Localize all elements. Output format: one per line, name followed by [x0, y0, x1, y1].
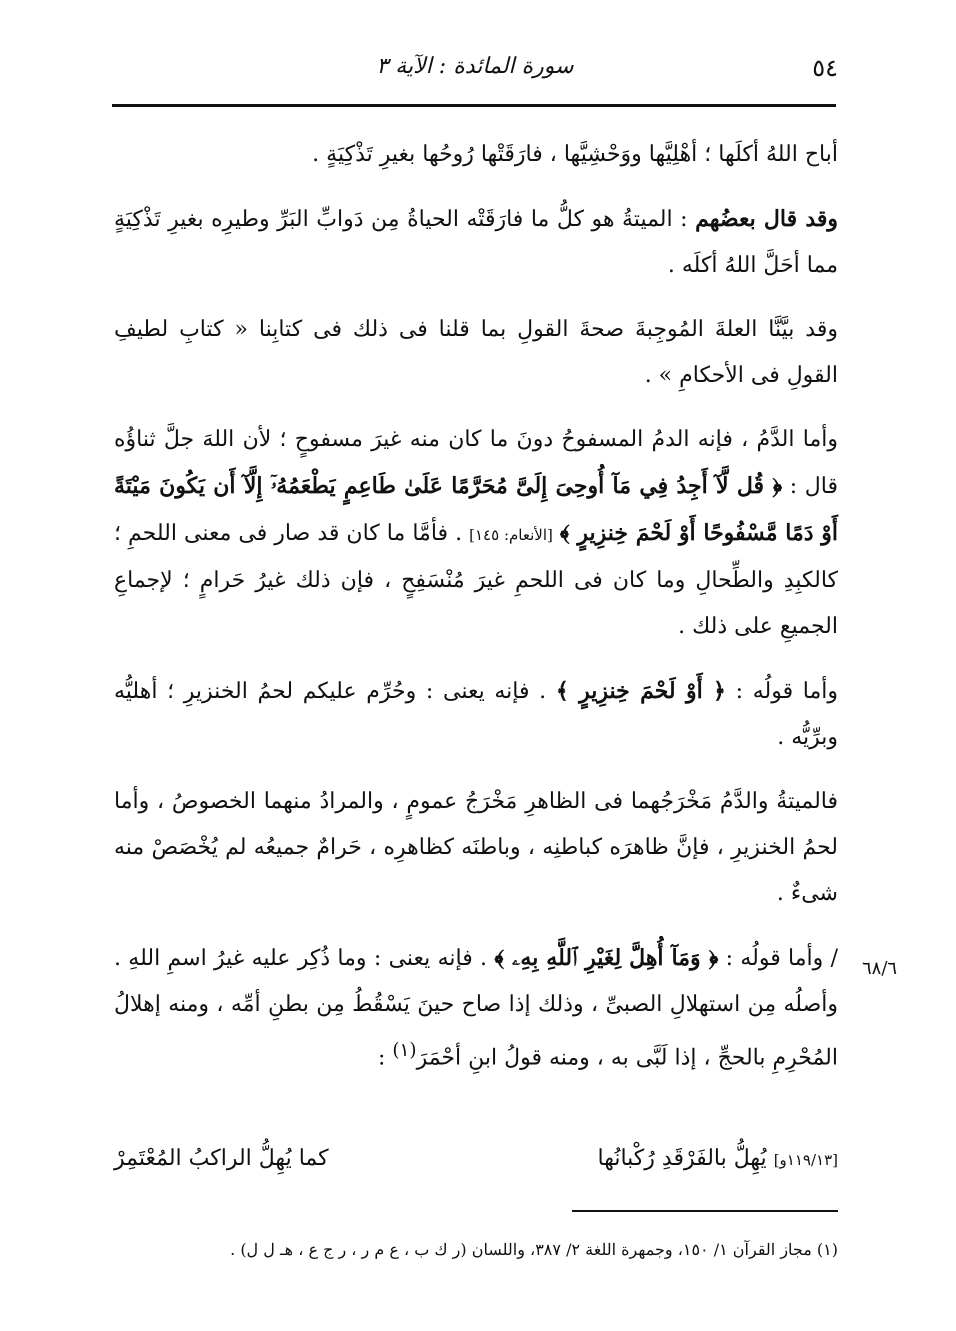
paragraph-text: : الميتةُ هو كلُّ ما فارَقَتْه الحياةُ مِن دَوابِّ البَرِّ وطيرِه بغيرِ تَذْكِيَةٍ مما أحَلَّ اللهُ أكلَه . — [114, 207, 838, 278]
paragraph-text: : — [377, 1045, 386, 1071]
paragraph-text: . فإنه يعنى : وحُرِّم عليكم لحمُ الخنزيرِ ؛ أهليُّه وبرِّيُّه . — [114, 679, 838, 750]
paragraph-text: . فإنه يعنى : وما ذُكِر عليه غيرُ اسمِ اللهِ . وأصلُه مِن استهلالِ الصبىِّ ، وذلك إذا صاح حينَ يَسْقُطُ مِن بطنِ أمِّه ، ومنه إهلالُ المُحْرِمِ بالحجِّ ، إذا لَبَّى به ، ومنه قولُ ابنِ أحْمَرَ — [114, 946, 838, 1071]
hemistich-text: يُهِلُّ بالفَرْقَدِ رُكْبانُها — [597, 1146, 767, 1171]
poem-verse — [114, 1136, 838, 1182]
quran-verse: ﴿ قُل لَّآ أَجِدُ فِي مَآ أُوحِىَ إِلَىَّ مُحَرَّمًا عَلَىٰ طَاعِمٍ يَطْعَمُهُۥٓ إِلَّآ أَن يَكُونَ مَيْتَةً أَوْ دَمًا مَّسْفُوحًا أَوْ لَحْمَ خِنزِيرٍ ﴾ — [114, 473, 839, 546]
paragraph-7 — [114, 935, 838, 1081]
paragraph-text: . فأمَّا ما كان قد صار فى معنى اللحمِ ؛ كالكبِدِ والطِّحالِ وما كان فى اللحمِ غيرَ مُنْسَفِحٍ ، فإن ذلك غيرُ حَرامٍ ؛ لإجماعِ الجميعِ على ذلك . — [114, 521, 838, 639]
paragraph-text: وقد بيَّنَّا العلةَ المُوجِبةَ صحةَ القولِ بما قلنا فى ذلك فى كتابِنا « كتابِ لطيفِ القولِ فى الأحكامِ » . — [114, 317, 838, 388]
footnote-marker: (١) — [392, 1040, 417, 1061]
paragraph-text: وأما الدَّمُ ، فإنه الدمُ المسفوحُ دونَ ما كان منه غيرَ مسفوحٍ ؛ لأن اللهَ جلَّ ثناؤُه قال : — [114, 427, 838, 499]
quran-verse: ﴿ وَمَآ أُهِلَّ لِغَيْرِ ٱللَّهِ بِهِۦ ﴾ — [494, 945, 719, 971]
paragraph-1 — [114, 132, 838, 178]
paragraph-text: / وأما قولُه : — [725, 946, 838, 971]
manuscript-reference: [١١٩/١٣و] — [773, 1151, 838, 1169]
paragraph-3 — [114, 307, 838, 399]
paragraph-text: وأما قولُه : — [735, 679, 839, 704]
running-title: سورة المائدة : الآية ٣ — [376, 54, 574, 79]
paragraph-text: فالميتةُ والدَّمُ مَخْرَجُهما فى الظاهرِ مَخْرَجُ عمومٍ ، والمرادُ منهما الخصوصُ ، وأما لحمُ الخنزيرِ ، فإنَّ ظاهرَه كباطنِه ، وباطنَه كظاهرِه ، حَرامٌ جميعُه لم يُخْصَصْ منه شىءٌ . — [114, 789, 838, 906]
header-rule — [112, 104, 836, 107]
paragraph-5 — [114, 668, 838, 761]
footnote-rule — [572, 1210, 838, 1212]
main-text — [114, 132, 838, 1087]
paragraph-2 — [114, 196, 838, 289]
paragraph-text: أباح اللهُ أكلَها ؛ أهْلِيَّها ووَحْشِيَّها ، فارَقَتْها رُوحُها بغيرِ تَذْكِيَةٍ . — [312, 142, 838, 167]
poem-first-hemistich — [598, 1136, 839, 1183]
footnote: (١) مجاز القرآن ١/ ١٥٠، وجمهرة اللغة ٢/ ٣٨٧، واللسان (ر ك ب ، ع م ر ، ر ج ع ، هـ ل ل) . — [230, 1240, 838, 1259]
paragraph-6 — [114, 779, 838, 917]
poem-second-hemistich: كما يُهِلُّ الراكبُ المُعْتَمِرْ — [114, 1146, 329, 1171]
page-number: ٥٤ — [812, 54, 838, 82]
quran-verse: ﴿ أَوْ لَحْمَ خِنزِيرٍ ﴾ — [555, 678, 726, 704]
verse-reference: [الأنعام: ١٤٥] — [469, 526, 553, 544]
margin-folio-note: ٦٨/٦ — [862, 958, 898, 979]
bold-lead: وقد قال بعضُهم — [695, 206, 839, 232]
paragraph-4 — [114, 417, 838, 650]
page-header — [112, 48, 838, 94]
